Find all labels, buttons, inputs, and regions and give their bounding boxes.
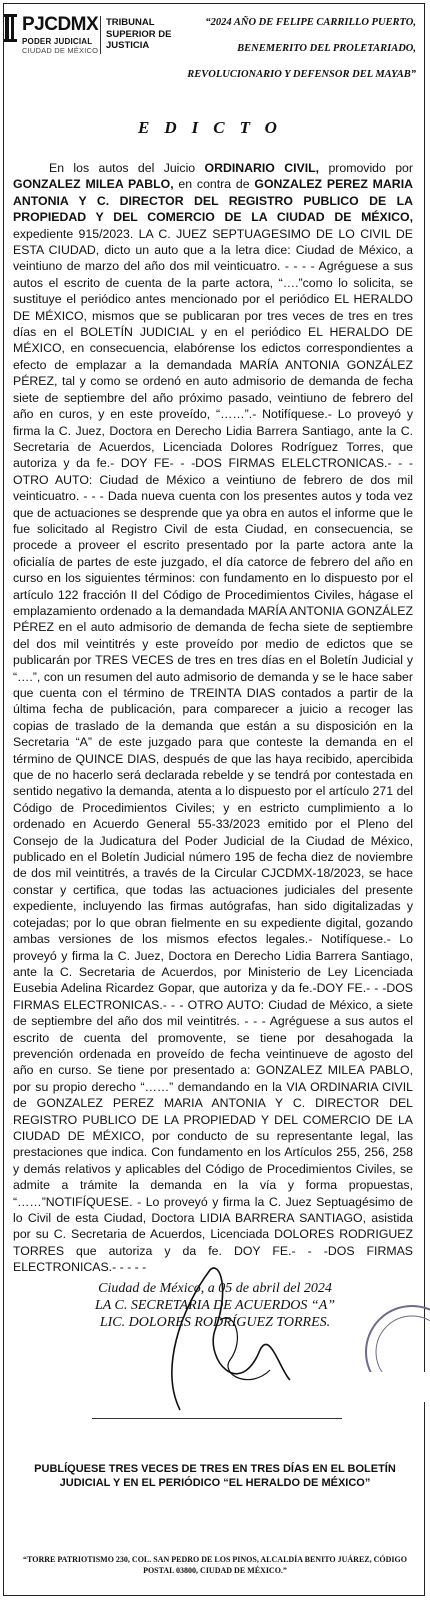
logo-line1: PODER JUDICIAL	[22, 37, 93, 46]
edict-body	[13, 160, 413, 1276]
handwritten-signature	[120, 1250, 320, 1420]
court-address: “TORRE PATRIOTISMO 230, COL. SAN PEDRO DE LOS PINOS, ALCALDÍA BENITO JUÁREZ, CÓDIGO POSTAL 03800, CIUDAD DE MÉXICO.”	[23, 1555, 407, 1575]
logo-line2: CIUDAD DE MÉXICO	[22, 46, 99, 55]
signature-block	[0, 1280, 430, 1331]
defendants: GONZALEZ PEREZ MARIA ANTONIA Y C. DIRECTOR DEL REGISTRO PUBLICO DE LA PROPIEDAD Y DEL COMERCIO DE LA CIUDAD DE MÉXICO,	[13, 177, 413, 225]
logo-divider	[100, 16, 101, 54]
case-type: ORDINARIO CIVIL,	[204, 161, 320, 175]
document-title: EDICTO	[138, 118, 292, 137]
edict-text: expediente 915/2023. LA C. JUEZ SEPTUAGESIMO DE LO CIVIL DE ESTA CIUDAD, dicto un auto que a la letra dice: Ciudad de México, a veintiuno de marzo del año dos mil veinticuatro. - - - - Agréguese a sus autos el escrito de cuenta de la parte actora, “….”como lo solicita, se sustituye el periódico antes mencionado por el periódico EL HERALDO DE MÉXICO, mismos que se publicaran por tres veces de tres en tres días en el BOLETÍN JUDICIAL y en el periódico EL HERALDO DE MÉXICO, en consecuencia, elabórense los edictos correspondientes a efecto de emplazar a la demandada MARÍA ANTONIA GONZÁLEZ PÉREZ, tal y como se ordenó en auto admisorio de demanda de fecha siete de septiembre del año próximo pasado, veintiuno de febrero del año en curos, y en este proveído, “……”.- Notifíquese.- Lo proveyó y firma la C. Juez, Doctora en Derecho Lidia Barrera Santiago, ante la C. Secretaria de Acuerdos, Licenciada Dolores Rodríguez Torres, que autoriza y da fe.- DOY FE- - -DOS FIRMAS ELELCTRONICAS.- - -OTRO AUTO: Ciudad de México a veintiuno de febrero de dos mil veinticuatro. - - - Dada nueva cuenta con los presentes autos y toda vez que de actuaciones se desprende que ya obra en autos el informe que le fue solicitado al Registro Civil de esta Ciudad, en consecuencia, se procede a proveer el escrito presentado por la parte actora ante la oficialía de partes de este juzgado, el día catorce de febrero del año en curso en los siguientes términos: con fundamento en lo dispuesto por el artículo 122 fracción II del Código de Procedimientos Civiles, hágase el emplazamiento ordenado a la demandada MARÍA ANTONIA GONZÁLEZ PÉREZ en el auto admisorio de demanda de fecha siete de septiembre del dos mil veintitrés y este proveído por medio de edictos que se publicarán por TRES VECES de tres en tres días en el Boletín Judicial y “….”, con un resumen del auto admisorio de demanda y se le hace saber que cuenta con el término de TREINTA DIAS contados a partir de la última fecha de publicación, para comparecer a juicio a recoger las copias de traslado de la demanda que están a su disposición en la Secretaria “A” de este juzgado para que conteste la demanda en el término de QUINCE DIAS, después de que las haya recibido, apercibida que de no hacerlo será declarada rebelde y se tendrá por contestada en sentido negativo la demanda, atenta a lo dispuesto por el artículo 271 del Código de Procedimientos Civiles; y en estricto cumplimiento a lo ordenado en Acuerdo General 55-33/2023 emitido por el Pleno del Consejo de la Judicatura del Poder Judicial de la Ciudad de México, publicado en el Boletín Judicial número 195 de fecha diez de noviembre de dos mil veintitrés, a través de la Circular CJCDMX-18/2023, se hace constar y certifica, que todas las actuaciones judiciales del presente expediente, incluyendo las firmas autógrafas, han sido digitalizadas y cotejadas; por lo que obran fielmente en su expediente digital, gozando ambas versiones de los mismos efectos legales.- Notifíquese.- Lo proveyó y firma la C. Juez, Doctora en Derecho Lidia Barrera Santiago, ante la C. Secretaria de Acuerdos, por Ministerio de Ley Licenciada Eusebia Adelina Ricardez Gopar, que autoriza y da fe.-DOY FE.- - -DOS FIRMAS ELECTRONICAS.- - - OTRO AUTO: Ciudad de México, a siete de septiembre del año dos mil veintitrés. - - - Agréguese a sus autos el escrito de cuenta del promovente, se tiene por desahogada la prevención ordenada en proveído de fecha veintinueve de agosto del año en curso. Se tiene por presentado a: GONZALEZ MILEA PABLO, por su propio derecho “……” demandando en la VIA ORDINARIA CIVIL de GONZALEZ PEREZ MARIA ANTONIA Y C. DIRECTOR DEL REGISTRO PUBLICO DE LA PROPIEDAD Y DEL COMERCIO DE LA CIUDAD DE MÉXICO, por conducto de su representante legal, las prestaciones que indica. Con fundamento en los Artículos 255, 256, 258 y demás relativos y aplicables del Código de Procedimientos Civiles, se admite a trámite la demanda en la vía y forma propuestas, “……”NOTIFÍQUESE. - Lo proveyó y firma la C. Juez Septuagésimo de lo Civil de esta Ciudad, Doctora LIDIA BARRERA SANTIAGO, asistida por su C. Secretaria de Acuerdos, Licenciada DOLORES RODRIGUEZ TORRES que autoriza y da fe. DOY FE.- - -DOS FIRMAS ELECTRONICAS.- - - - -	[13, 226, 413, 1275]
secretary-name: LIC. DOLORES RODRÍGUEZ TORRES.	[99, 1315, 331, 1330]
logo-brand: PJCDMX	[22, 14, 99, 35]
year-motto: “2024 AÑO DE FELIPE CARRILLO PUERTO, BENEMERITO DEL PROLETARIADO, REVOLUCIONARIO Y DEFENSOR DEL MAYAB”	[187, 17, 416, 80]
place-date: Ciudad de México, a 05 de abril del 2024	[98, 1281, 332, 1296]
edict-paragraph	[13, 160, 413, 1276]
text-run: promovido por	[319, 161, 413, 175]
text-run: en contra de	[173, 177, 255, 192]
text-run: En los autos del Juicio	[49, 161, 205, 175]
plaintiff-name: GONZALEZ MILEA PABLO,	[13, 177, 174, 192]
pillar-icon	[4, 14, 24, 42]
pjcdmx-logo	[4, 14, 104, 58]
signature-line	[92, 1418, 342, 1419]
secretary-role: LA C. SECRETARIA DE ACUERDOS “A”	[94, 1298, 336, 1313]
publication-note: PUBLÍQUESE TRES VECES DE TRES EN TRES DÍAS EN EL BOLETÍN JUDICIAL Y EN EL PERIÓDICO “EL HERALDO DE MÉXICO”	[34, 1463, 396, 1489]
tribunal-name: TRIBUNAL SUPERIOR DE JUSTICIA	[106, 17, 172, 51]
